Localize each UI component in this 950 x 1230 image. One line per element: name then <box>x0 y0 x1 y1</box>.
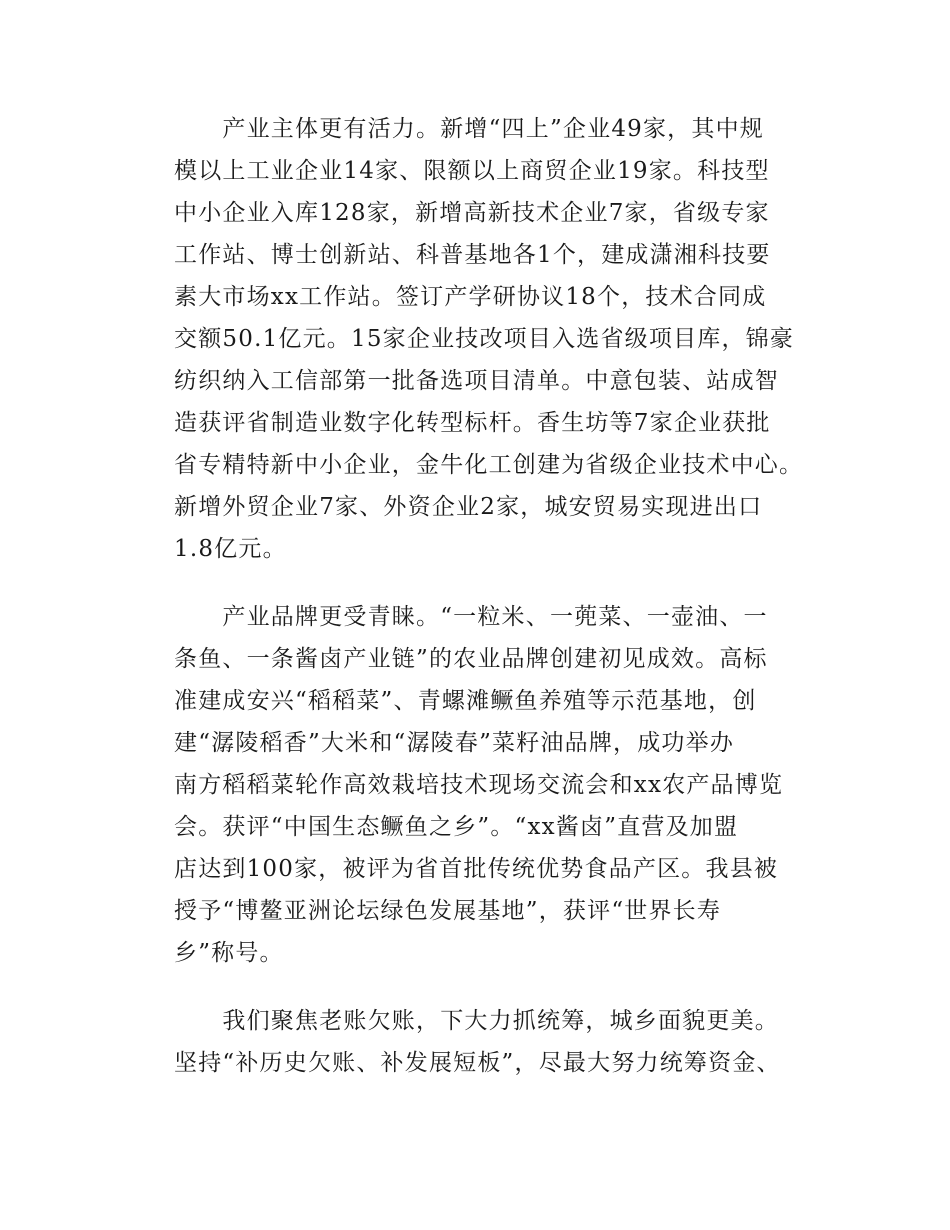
text-line: 1.8亿元。 <box>174 536 287 562</box>
text-line: 省专精特新中小企业，金牛化工创建为省级企业技术中心。 <box>174 452 804 478</box>
text-line: 建“潺陵稻香”大米和“潺陵春”菜籽油品牌，成功举办 <box>174 730 735 756</box>
text-line: 授予“博鳌亚洲论坛绿色发展基地”，获评“世界长寿 <box>174 898 722 924</box>
paragraph-spacer <box>174 570 814 596</box>
text-line: 中小企业入库128家，新增高新技术企业7家，省级专家 <box>174 200 770 226</box>
text-line: 交额50.1亿元。15家企业技改项目入选省级项目库，锦豪 <box>174 326 795 352</box>
paragraph-spacer <box>174 974 814 1000</box>
text-line: 模以上工业企业14家、限额以上商贸企业19家。科技型 <box>174 158 770 184</box>
text-line: 我们聚焦老账欠账，下大力抓统筹，城乡面貌更美。 <box>174 1008 779 1034</box>
text-line: 会。获评“中国生态鳜鱼之乡”。“xx酱卤”直营及加盟 <box>174 814 739 840</box>
text-line: 乡”称号。 <box>174 940 284 966</box>
text-line: 条鱼、一条酱卤产业链”的农业品牌创建初见成效。高标 <box>174 646 768 672</box>
text-line: 纺织纳入工信部第一批备选项目清单。中意包装、站成智 <box>174 368 779 394</box>
document-body <box>174 108 814 1084</box>
paragraph-industry-vitality <box>174 108 814 570</box>
text-line: 坚持“补历史欠账、补发展短板”，尽最大努力统筹资金、 <box>174 1050 781 1076</box>
text-line: 南方稻稻菜轮作高效栽培技术现场交流会和xx农产品博览 <box>174 772 784 798</box>
text-line: 素大市场xx工作站。签订产学研协议18个，技术合同成 <box>174 284 767 310</box>
text-line: 产业主体更有活力。新增“四上”企业49家，其中规 <box>174 116 764 142</box>
text-line: 店达到100家，被评为省首批传统优势食品产区。我县被 <box>174 856 779 882</box>
text-line: 产业品牌更受青睐。“一粒米、一蔸菜、一壶油、一 <box>174 604 768 630</box>
text-line: 工作站、博士创新站、科普基地各1个，建成潇湘科技要 <box>174 242 771 268</box>
paragraph-urban-rural <box>174 1000 814 1084</box>
text-line: 准建成安兴“稻稻菜”、青螺滩鳜鱼养殖等示范基地，创 <box>174 688 757 714</box>
paragraph-industry-brand <box>174 596 814 974</box>
text-line: 造获评省制造业数字化转型标杆。香生坊等7家企业获批 <box>174 410 771 436</box>
text-line: 新增外贸企业7家、外资企业2家，城安贸易实现进出口 <box>174 494 763 520</box>
